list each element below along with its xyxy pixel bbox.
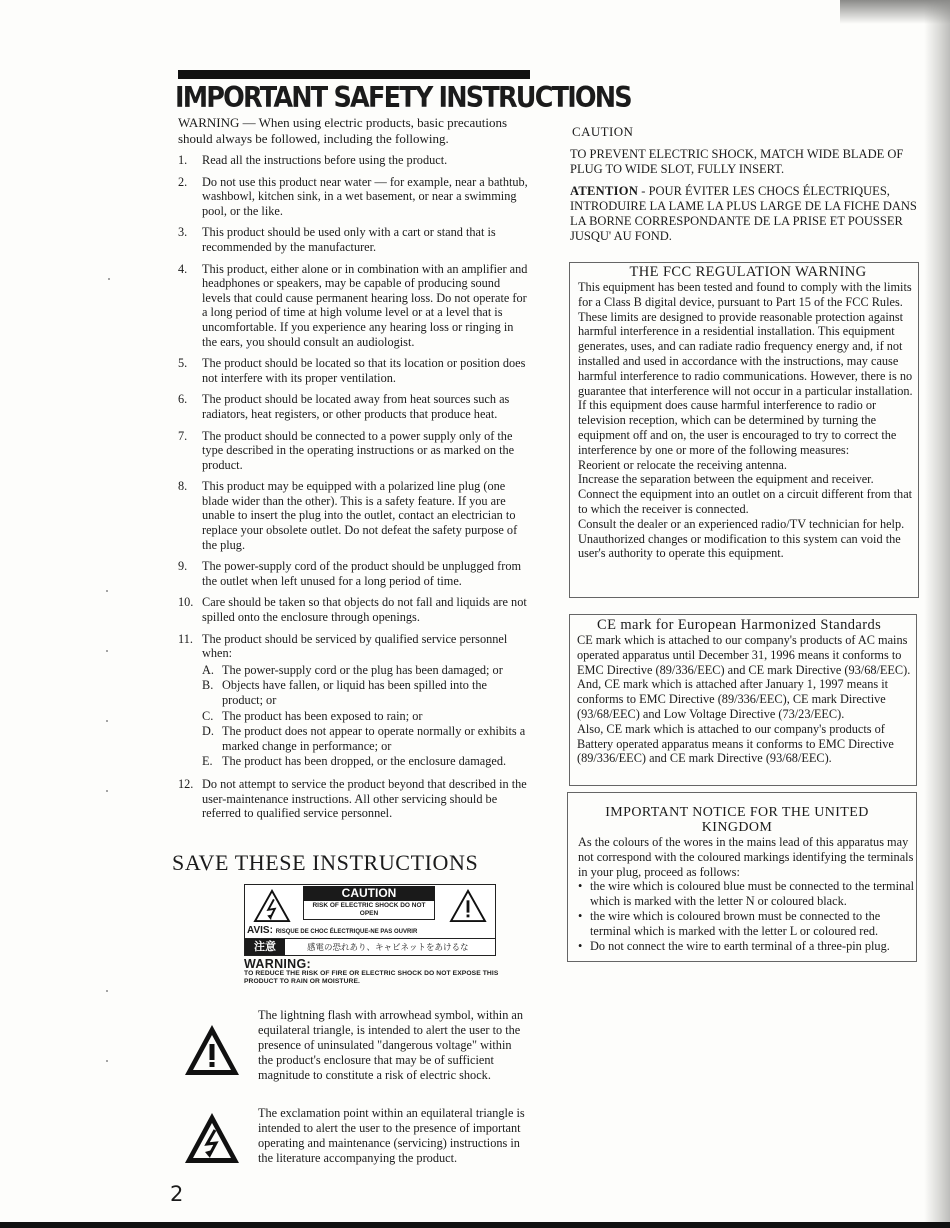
french-text: - POUR ÉVITER LES CHOCS ÉLECTRIQUES, INTRODUIRE LA LAME LA PLUS LARGE DE LA FICHE DANS LA BORNE CORRESPONDANTE DE LA PRISE ET POUSSER JUSQU' AU FOND.: [570, 184, 917, 243]
bullet-icon: •: [578, 908, 583, 923]
exclamation-warning-icon: [449, 889, 487, 923]
instruction-item: [178, 595, 530, 624]
scan-speck: [106, 790, 108, 792]
bullet-icon: •: [578, 879, 583, 894]
instruction-text: This product may be equipped with a polarized line plug (one blade wider than the other). This is a safety feature. If you are unable to insert the plug into the outlet, contact an electrician to replace your obsolete outlet. Do not defeat the safety purpose of the plug.: [202, 479, 518, 552]
condition-letter: C.: [202, 708, 214, 723]
uk-notice-box: [567, 792, 917, 962]
instruction-number: 12.: [178, 776, 194, 791]
instruction-text: The product should be located so that its location or position does not interfere with its proper ventilation.: [202, 356, 526, 385]
lightning-triangle-icon: [182, 1110, 242, 1166]
instruction-text: Do not use this product near water — for example, near a bathtub, washbowl, kitchen sink, in a wet basement, or near a swimming pool, or the like.: [202, 174, 528, 218]
instruction-item: [178, 225, 530, 254]
scan-speck: [106, 990, 108, 992]
instruction-number: 6.: [178, 392, 188, 407]
title-rule: [178, 70, 530, 79]
service-condition: [202, 724, 530, 753]
jp-caution-text: 感電の恐れあり、キャビネットをあけるな: [307, 943, 469, 953]
jp-caution-title: 注意: [245, 939, 285, 955]
instruction-number: 11.: [178, 631, 193, 646]
instruction-number: 5.: [178, 356, 188, 371]
instruction-item: [178, 777, 530, 821]
instruction-list: [172, 153, 530, 821]
fcc-measure: Consult the dealer or an experienced radio/TV technician for help.: [578, 516, 905, 531]
scan-speck: [106, 650, 108, 652]
fcc-warning-box: [569, 262, 919, 598]
condition-letter: A.: [202, 662, 214, 677]
instruction-number: 3.: [178, 225, 188, 240]
condition-text: The product has been dropped, or the enclosure damaged.: [222, 754, 507, 769]
instruction-item: [178, 175, 530, 219]
service-condition-list: [202, 663, 530, 769]
fcc-measure: Connect the equipment into an outlet on a circuit different from that to which the receiver is connected.: [578, 487, 913, 516]
instruction-number: 1.: [178, 153, 188, 167]
condition-text: The product has been exposed to rain; or: [222, 708, 423, 723]
instruction-item: [178, 632, 530, 770]
instruction-text: Care should be taken so that objects do not fall and liquids are not spilled onto the enclosure through openings.: [202, 595, 527, 625]
instruction-text: Do not attempt to service the product beyond that described in the user-maintenance instructions. All other servicing should be referred to qualified service personnel.: [202, 776, 527, 821]
instruction-number: 4.: [178, 261, 188, 276]
fcc-measure: Increase the separation between the equipment and receiver.: [578, 472, 874, 487]
page-shadow-right: [924, 0, 950, 1228]
ce-paragraph: Also, CE mark which is attached to our company's products of Battery operated apparatus means it conforms to EMC Directive (89/336/EEC) and CE mark Directive (93/68/EEC).: [577, 721, 894, 766]
warning-heading: WARNING:: [244, 957, 311, 971]
service-condition: [202, 754, 530, 769]
fcc-body: This equipment has been tested and found to comply with the limits for a Class B digital device, pursuant to Part 15 of the FCC Rules. These limits are designed to provide reasonable protection against harmful interference in a residential installation. This equipment generates, uses, and can radiate radio frequency energy and, if not installed and used in accordance with the instructions, may cause harmful interference to radio communications. However, there is no guarantee that interference will not occur in a particular installation. If this equipment does cause harmful interference to radio or television reception, which can be determined by turning the equipment off and on, the user is encouraged to try to correct the interference by one or more of the following measures:: [578, 280, 913, 457]
page-edge-bottom: [0, 1222, 950, 1228]
caution-label: [244, 884, 496, 956]
uk-bullet: [578, 879, 916, 909]
service-condition: [202, 709, 530, 724]
fcc-title: THE FCC REGULATION WARNING: [629, 264, 867, 280]
warning-text: TO REDUCE THE RISK OF FIRE OR ELECTRIC SHOCK DO NOT EXPOSE THIS PRODUCT TO RAIN OR MOISTURE.: [244, 970, 499, 985]
caution-label-center: [303, 886, 435, 922]
save-instructions-heading: SAVE THESE INSTRUCTIONS: [172, 850, 479, 875]
instruction-item: [178, 429, 530, 473]
page-title: IMPORTANT SAFETY INSTRUCTIONS: [175, 81, 631, 115]
intro-warning: WARNING — When using electric products, basic precautions should always be followed, including the following.: [178, 115, 508, 146]
ce-paragraph: CE mark which is attached to our company's products of AC mains operated apparatus until December 31, 1996 means it conforms to EMC Directive (89/336/EEC) and CE mark Directive (93/68/EEC).: [577, 633, 911, 677]
avis-label: AVIS:: [247, 925, 273, 936]
condition-letter: E.: [202, 754, 213, 769]
condition-letter: B.: [202, 678, 214, 693]
ce-title: CE mark for European Harmonized Standards: [597, 617, 882, 633]
instruction-item: [178, 479, 530, 552]
instruction-text: This product should be used only with a cart or stand that is recommended by the manufacturer.: [202, 225, 496, 254]
condition-text: The product does not appear to operate normally or exhibits a marked change in performance; or: [222, 724, 526, 753]
uk-intro: As the colours of the wores in the mains lead of this apparatus may not correspond with the coloured markings identifying the terminals in your plug, proceed as follows:: [578, 835, 914, 879]
avis-text: RISQUE DE CHOC ÉLECTRIQUE-NE PAS OUVRIR: [275, 929, 418, 935]
instruction-number: 9.: [178, 559, 188, 574]
caution-heading: CAUTION: [572, 124, 634, 139]
instruction-text: This product, either alone or in combination with an amplifier and headphones or speakers, may be capable of producing sound levels that could cause permanent hearing loss. Do not operate for a long period of time at high volume level or at a level that is uncomfortable. If you experience any hearing loss or ringing in the ears, you should consult an audiologist.: [202, 261, 528, 349]
uk-bullet-text: Do not connect the wire to earth terminal of a three-pin plug.: [590, 938, 890, 953]
uk-bullet-list: [578, 879, 916, 953]
instruction-item: [178, 153, 530, 168]
caution-english: TO PREVENT ELECTRIC SHOCK, MATCH WIDE BLADE OF PLUG TO WIDE SLOT, FULLY INSERT.: [570, 147, 904, 176]
instruction-item: [178, 262, 530, 350]
service-condition: [202, 663, 530, 678]
fcc-measure: Reorient or relocate the receiving antenna.: [578, 457, 787, 472]
caution-label-title: CAUTION: [303, 886, 435, 901]
condition-letter: D.: [202, 724, 214, 739]
exclamation-triangle-icon: [182, 1022, 242, 1078]
service-condition: [202, 678, 530, 707]
scan-speck: [106, 1060, 108, 1062]
ce-mark-box: [569, 614, 917, 786]
fcc-footer: Unauthorized changes or modification to this system can void the user's authority to operate this equipment.: [578, 531, 901, 561]
instruction-number: 7.: [178, 428, 188, 443]
uk-bullet-text: the wire which is coloured brown must be connected to the terminal which is marked with the letter L or coloured red.: [590, 908, 881, 938]
page-shadow-top: [840, 0, 950, 24]
caution-label-risk: RISK OF ELECTRIC SHOCK DO NOT OPEN: [303, 901, 435, 920]
instruction-item: [178, 392, 530, 421]
uk-bullet-text: the wire which is coloured blue must be connected to the terminal which is marked with the letter N or coloured black.: [590, 879, 915, 909]
instruction-item: [178, 356, 530, 385]
scan-speck: [106, 720, 108, 722]
caution-label-avis: [247, 925, 417, 936]
french-label: ATENTION: [570, 184, 639, 198]
condition-text: Objects have fallen, or liquid has been spilled into the product; or: [222, 678, 487, 707]
page-number: 2: [170, 1182, 184, 1206]
instruction-text: The product should be located away from heat sources such as radiators, heat registers, or other products that produce heat.: [202, 392, 510, 421]
exclamation-symbol-description: The exclamation point within an equilateral triangle is intended to alert the user to the presence of important operating and maintenance (servicing) instructions in the literature accompanying the product.: [258, 1106, 525, 1166]
instruction-number: 2.: [178, 174, 188, 189]
condition-text: The power-supply cord or the plug has been damaged; or: [222, 662, 503, 677]
instruction-text: The product should be serviced by qualified service personnel when:: [202, 631, 508, 661]
ce-paragraph: And, CE mark which is attached after January 1, 1997 means it conforms to EMC Directive (89/336/EEC), CE mark Directive (93/68/EEC) and Low Voltage Directive (73/23/EEC).: [577, 677, 889, 721]
instruction-number: 10.: [178, 595, 194, 610]
scan-speck: [106, 590, 108, 592]
uk-bullet: [578, 939, 916, 954]
bullet-icon: •: [578, 938, 583, 953]
uk-title: IMPORTANT NOTICE FOR THE UNITED KINGDOM: [605, 805, 869, 835]
instruction-text: The product should be connected to a power supply only of the type described in the operating instructions or as marked on the product.: [202, 428, 515, 472]
scan-speck: [108, 278, 110, 280]
lightning-warning-icon: [253, 889, 291, 923]
uk-bullet: [578, 909, 916, 939]
instruction-text: The power-supply cord of the product should be unplugged from the outlet when left unused for a long period of time.: [202, 559, 522, 588]
caution-french: [570, 184, 925, 244]
instruction-text: Read all the instructions before using the product.: [202, 153, 448, 167]
lightning-symbol-description: The lightning flash with arrowhead symbol, within an equilateral triangle, is intended to alert the user to the presence of uninsulated "dangerous voltage" within the product's enclosure that may be of sufficient magnitude to constitute a risk of electric shock.: [258, 1008, 524, 1083]
instruction-number: 8.: [178, 479, 188, 494]
caution-label-japanese: [245, 938, 495, 955]
instruction-item: [178, 559, 530, 588]
